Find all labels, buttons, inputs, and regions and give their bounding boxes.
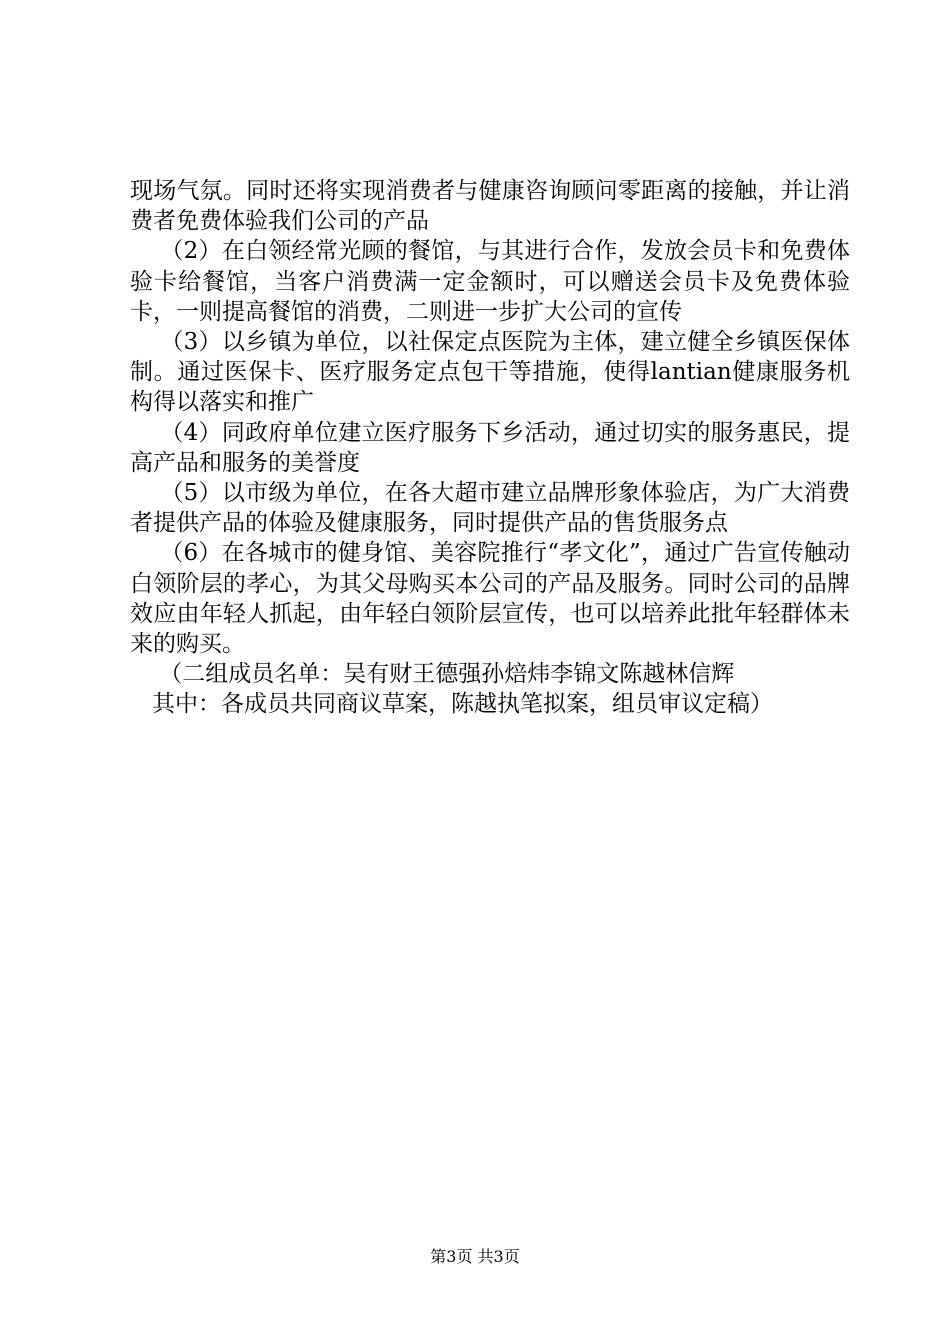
paragraph-2: （2）在白领经常光顾的餐馆，与其进行合作，发放会员卡和免费体验卡给餐馆，当客户消费满一定金额时，可以赠送会员卡及免费体验卡，一则提高餐馆的消费，二则进一步扩大公司的宣传 — [130, 238, 850, 325]
document-body — [130, 176, 850, 720]
paragraph-1: 现场气氛。同时还将实现消费者与健康咨询顾问零距离的接触，并让消费者免费体验我们公司的产品 — [130, 178, 850, 235]
paragraph-4: （4）同政府单位建立医疗服务下乡活动，通过切实的服务惠民，提高产品和服务的美誉度 — [130, 419, 850, 476]
member-list: （二组成员名单：吴有财王德强孙焙炜李锦文陈越林信辉 — [130, 661, 735, 688]
page-number: 第3页 共3页 — [430, 1247, 520, 1266]
member-roles: 其中：各成员共同商议草案，陈越执笔拟案，组员审议定稿） — [130, 691, 773, 718]
paragraph-5: （5）以市级为单位，在各大超市建立品牌形象体验店，为广大消费者提供产品的体验及健康服务，同时提供产品的售货服务点 — [130, 480, 850, 537]
paragraph-3: （3）以乡镇为单位，以社保定点医院为主体，建立健全乡镇医保体制。通过医保卡、医疗服务定点包干等措施，使得lantian健康服务机构得以落实和推广 — [130, 329, 850, 416]
paragraph-6: （6）在各城市的健身馆、美容院推行“孝文化”，通过广告宣传触动白领阶层的孝心，为其父母购买本公司的产品及服务。同时公司的品牌效应由年轻人抓起，由年轻白领阶层宣传，也可以培养此批年轻群体未来的购买。 — [130, 540, 850, 658]
